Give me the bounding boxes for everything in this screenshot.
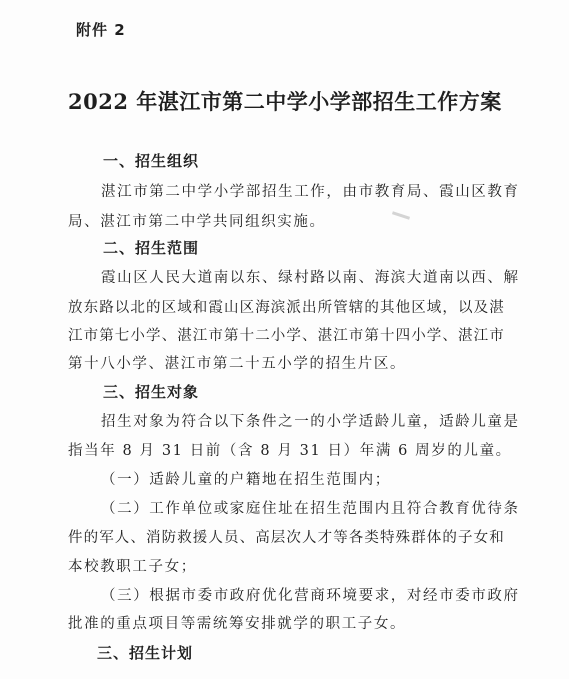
paragraph-line: 湛江市第二中学小学部招生工作，由市教育局、霞山区教育 bbox=[101, 184, 520, 200]
paragraph-line: 本校教职工子女； bbox=[68, 559, 197, 575]
section-heading-scope: 二、招生范围 bbox=[103, 239, 200, 257]
section-heading-organization: 一、招生组织 bbox=[103, 152, 200, 170]
paragraph-line: 霞山区人民大道南以东、绿村路以南、海滨大道南以西、解 bbox=[101, 270, 520, 286]
paragraph-line: （三）根据市委市政府优化营商环境要求，对经市委市政府 bbox=[101, 588, 520, 604]
paragraph-line: 批准的重点项目等需统筹安排就学的职工子女。 bbox=[68, 616, 407, 632]
paragraph-line: 第十八小学、湛江市第二十五小学的招生片区。 bbox=[68, 356, 407, 372]
paragraph-line: （一）适龄儿童的户籍地在招生范围内； bbox=[101, 472, 391, 488]
paragraph-line: 江市第七小学、湛江市第十二小学、湛江市第十四小学、湛江市 bbox=[68, 328, 505, 344]
paragraph-line: 件的军人、消防救援人员、高层次人才等各类特殊群体的子女和 bbox=[68, 530, 505, 546]
document-title: 2022 年湛江市第二中学小学部招生工作方案 bbox=[68, 89, 502, 114]
section-heading-plan: 三、招生计划 bbox=[97, 644, 194, 662]
paragraph-line: 局、湛江市第二中学共同组织实施。 bbox=[68, 214, 326, 230]
paragraph-line: （二）工作单位或家庭住址在招生范围内且符合教育优待条 bbox=[101, 501, 520, 517]
paragraph-line: 招生对象为符合以下条件之一的小学适龄儿童，适龄儿童是 bbox=[101, 414, 520, 430]
paragraph-line: 指当年 8 月 31 日前（含 8 月 31 日）年满 6 周岁的儿童。 bbox=[68, 443, 512, 459]
scan-smudge bbox=[392, 211, 410, 219]
attachment-label: 附件 2 bbox=[76, 21, 126, 39]
paragraph-line: 放东路以北的区域和霞山区海滨派出所管辖的其他区域，以及湛 bbox=[68, 300, 505, 316]
section-heading-eligibility: 三、招生对象 bbox=[103, 383, 200, 401]
